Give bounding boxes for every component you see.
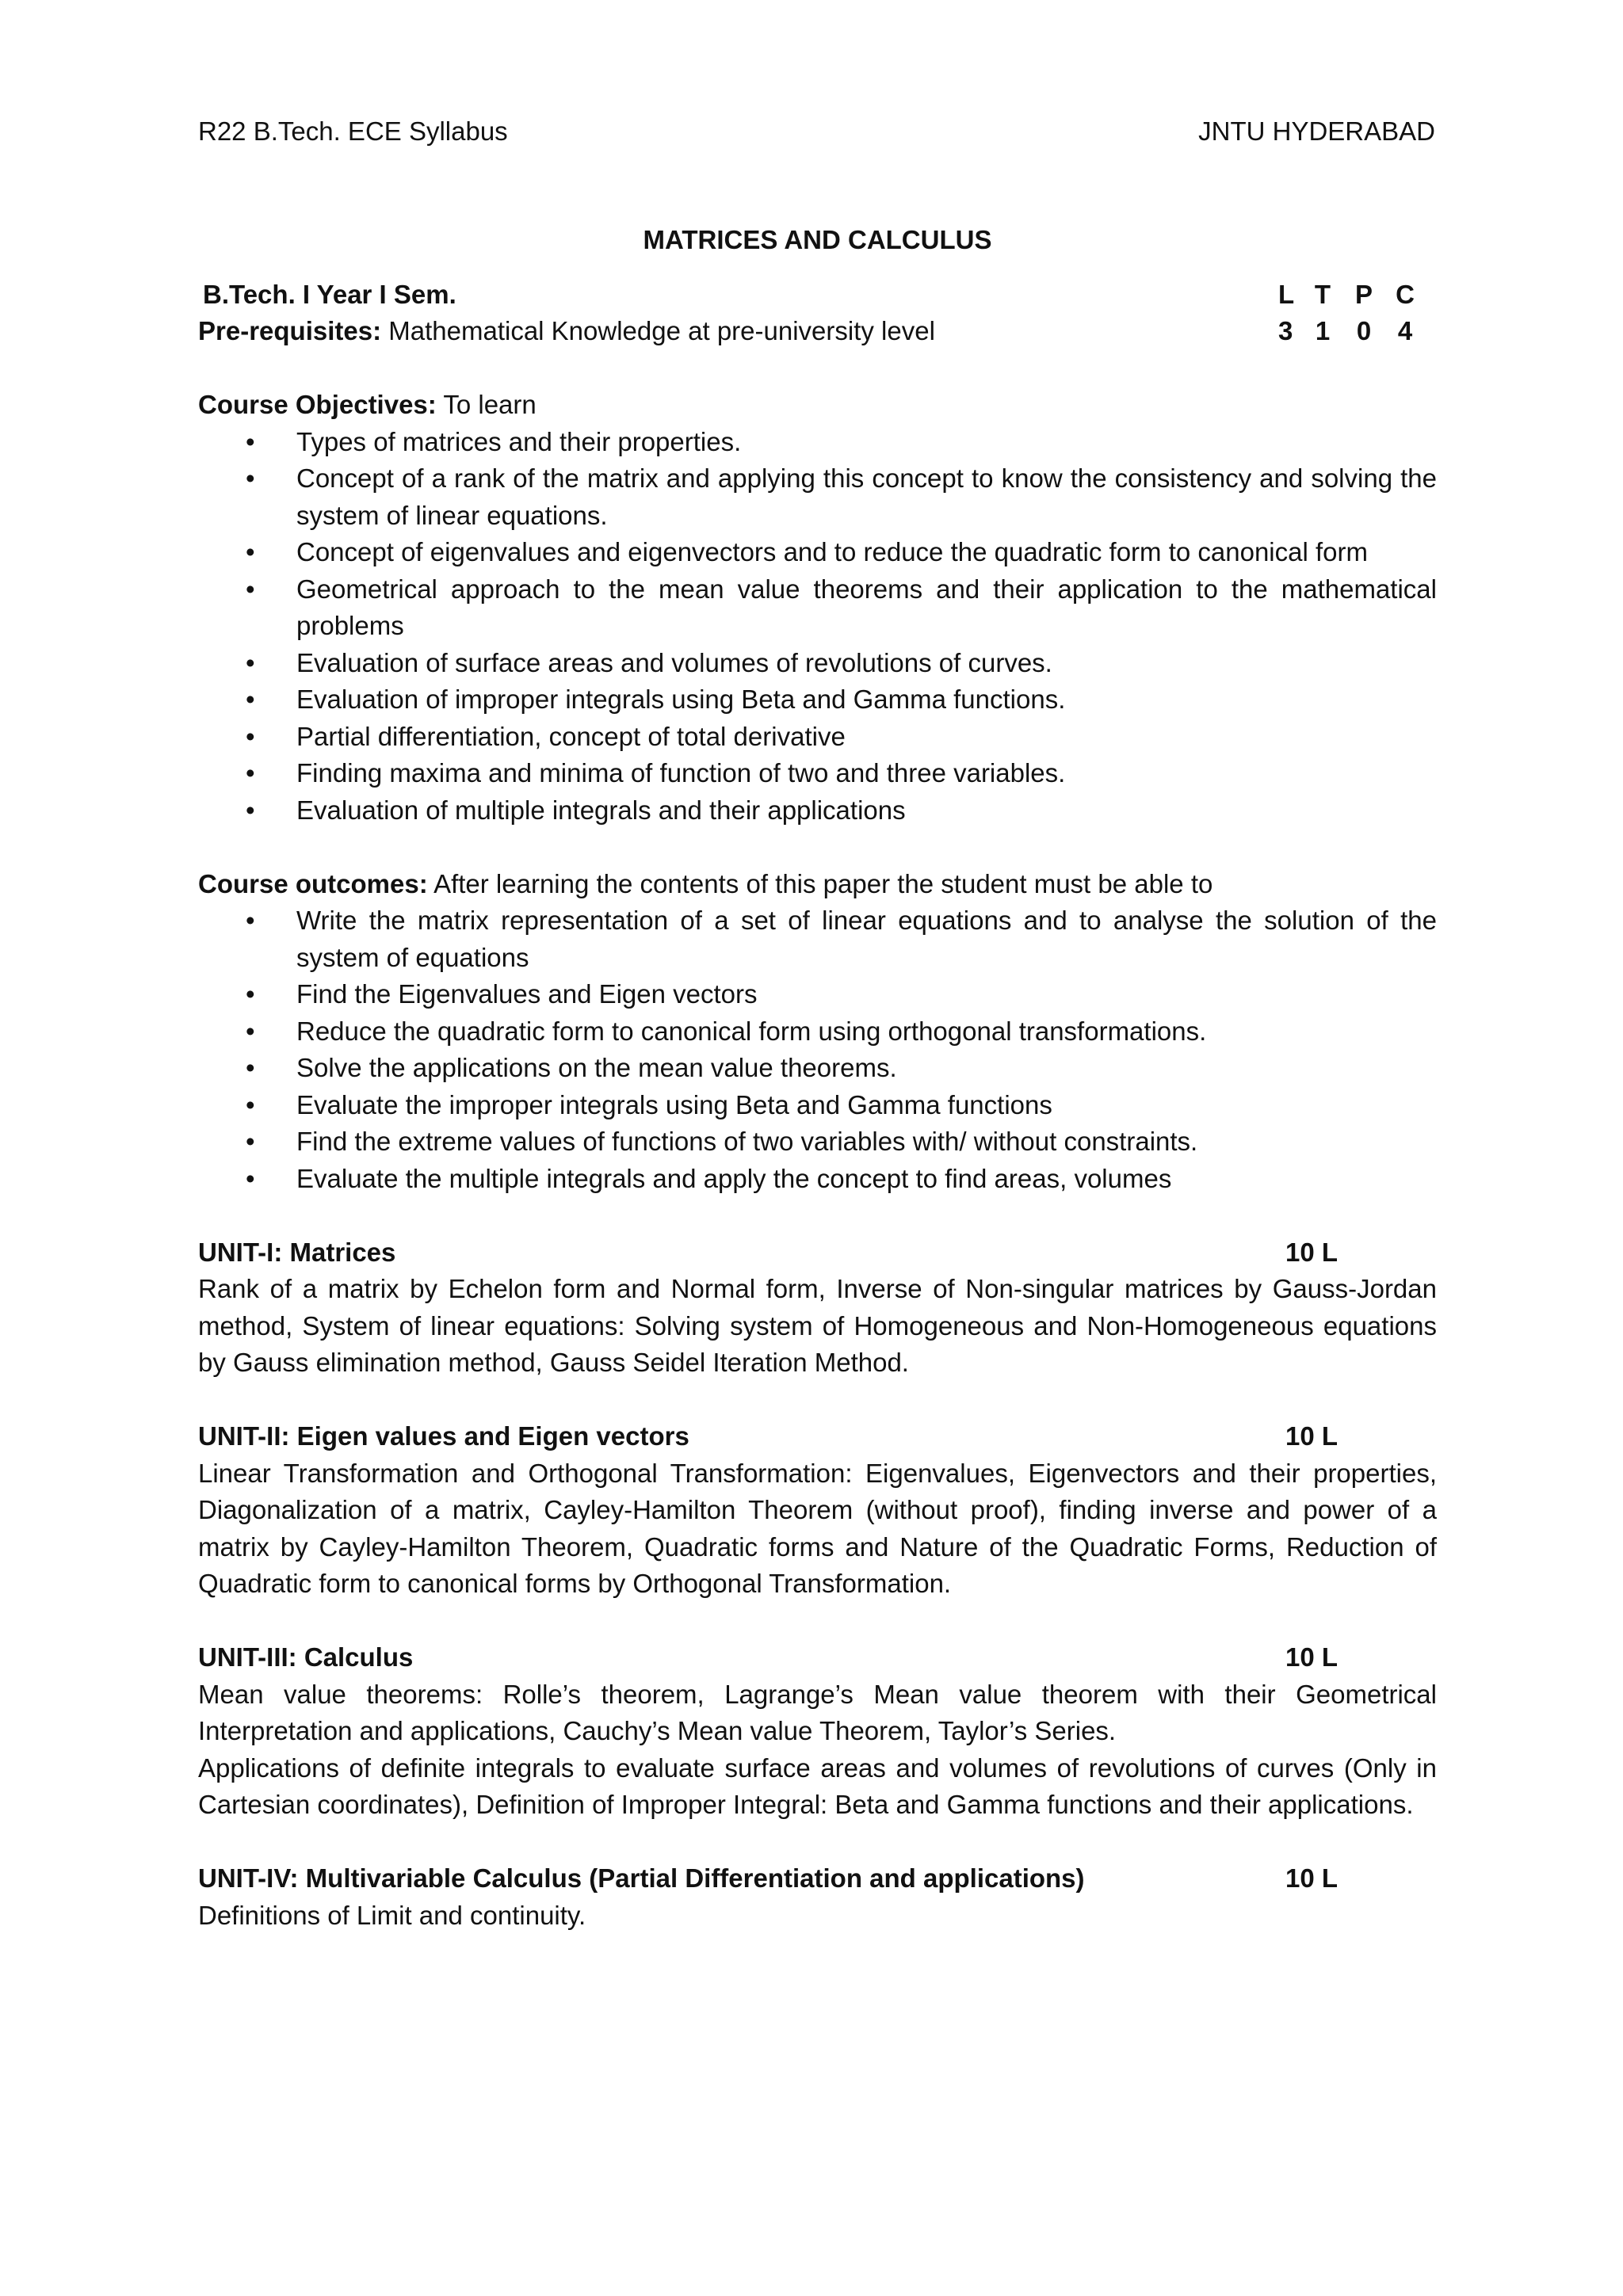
unit-1 xyxy=(198,1234,1437,1382)
unit-3-title: UNIT-III: Calculus xyxy=(198,1642,414,1672)
ltpc-label-p: P xyxy=(1354,279,1373,309)
outcome-item: • Find the extreme values of functions of two variables with/ without constraints. xyxy=(296,1123,1437,1161)
unit-3-content: Applications of definite integrals to evaluate surface areas and volumes of revolutions of curves (Only in Cartesian coordinates), Definition of Improper Integral: Beta and Gamma functions and their applications. xyxy=(198,1753,1437,1819)
outcome-item: • Evaluate the multiple integrals and apply the concept to find areas, volumes xyxy=(296,1161,1437,1198)
objectives-heading xyxy=(198,387,1437,424)
outcome-item: • Evaluate the improper integrals using Beta and Gamma functions xyxy=(296,1087,1437,1124)
course-title: MATRICES AND CALCULUS xyxy=(643,225,992,254)
outcome-item: • Solve the applications on the mean value theorems. xyxy=(296,1050,1437,1087)
header-left: R22 B.Tech. ECE Syllabus xyxy=(198,116,508,146)
unit-4-heading xyxy=(198,1860,1437,1897)
unit-4 xyxy=(198,1860,1437,1934)
semester-row xyxy=(198,277,1437,350)
unit-4-hours: 10 L xyxy=(1285,1863,1338,1893)
objectives-list xyxy=(198,424,1437,830)
unit-3-content: Mean value theorems: Rolle’s theorem, Lagrange’s Mean value theorem with their Geometrical Interpretation and applications, Cauchy’s Mean value Theorem, Taylor’s Series. xyxy=(198,1679,1437,1745)
course-objectives xyxy=(198,387,1437,829)
ltpc-value-c: 4 xyxy=(1397,316,1413,345)
unit-4-title: UNIT-IV: Multivariable Calculus (Partial Differentiation and applications) xyxy=(198,1863,1085,1893)
objective-item: • Evaluation of improper integrals using Beta and Gamma functions. xyxy=(296,681,1437,719)
prerequisites xyxy=(198,313,935,350)
ltpc-label-t: T xyxy=(1314,279,1331,309)
outcome-item: • Write the matrix representation of a set of linear equations and to analyse the solution of the system of equations xyxy=(296,902,1437,976)
header-right: JNTU HYDERABAD xyxy=(1198,116,1435,146)
ltpc-values xyxy=(1278,313,1426,350)
objective-item: • Evaluation of multiple integrals and their applications xyxy=(296,792,1437,830)
objective-item: • Geometrical approach to the mean value theorems and their application to the mathematical problems xyxy=(296,571,1437,645)
unit-2-content: Linear Transformation and Orthogonal Transformation: Eigenvalues, Eigenvectors and their properties, Diagonalization of a matrix, Cayley-Hamilton Theorem (without proof), finding inverse and power of a matrix by Cayley-Hamilton Theorem, Quadratic forms and Nature of the Quadratic Forms, Reduction of Quadratic form to canonical forms by Orthogonal Transformation. xyxy=(198,1458,1437,1598)
ltpc-value-t: 1 xyxy=(1315,316,1331,345)
semester-label: B.Tech. I Year I Sem. xyxy=(203,279,456,309)
outcome-item: • Reduce the quadratic form to canonical form using orthogonal transformations. xyxy=(296,1013,1437,1051)
unit-4-content: Definitions of Limit and continuity. xyxy=(198,1900,586,1930)
outcomes-label: Course outcomes: xyxy=(198,868,428,898)
unit-3 xyxy=(198,1639,1437,1824)
course-outcomes xyxy=(198,866,1437,1198)
ltpc-labels xyxy=(1278,277,1426,314)
outcomes-list xyxy=(198,902,1437,1197)
objective-item: • Partial differentiation, concept of total derivative xyxy=(296,719,1437,756)
ltpc-label-l: L xyxy=(1278,279,1295,309)
prerequisites-text: Mathematical Knowledge at pre-university level xyxy=(381,315,935,345)
objectives-intro: To learn xyxy=(436,390,537,419)
ltpc-table xyxy=(1278,277,1426,350)
unit-2-heading xyxy=(198,1418,1437,1455)
outcomes-heading xyxy=(198,866,1437,903)
objective-item: • Evaluation of surface areas and volumes of revolutions of curves. xyxy=(296,645,1437,682)
unit-1-title: UNIT-I: Matrices xyxy=(198,1237,396,1267)
objective-item: • Finding maxima and minima of function of two and three variables. xyxy=(296,755,1437,792)
unit-1-hours: 10 L xyxy=(1285,1237,1338,1267)
unit-1-content: Rank of a matrix by Echelon form and Normal form, Inverse of Non-singular matrices by Gauss-Jordan method, System of linear equations: Solving system of Homogeneous and Non-Homogeneous equations by Gauss elimination method, Gauss Seidel Iteration Method. xyxy=(198,1274,1437,1377)
unit-1-heading xyxy=(198,1234,1437,1272)
prerequisites-label: Pre-requisites: xyxy=(198,315,382,345)
unit-2-title: UNIT-II: Eigen values and Eigen vectors xyxy=(198,1421,689,1451)
ltpc-value-p: 0 xyxy=(1356,316,1372,345)
page-content xyxy=(198,222,1437,1934)
unit-3-heading xyxy=(198,1639,1437,1676)
objectives-label: Course Objectives: xyxy=(198,390,437,419)
objective-item: • Concept of a rank of the matrix and applying this concept to know the consistency and solving the system of linear equations. xyxy=(296,460,1437,534)
objective-item: • Concept of eigenvalues and eigenvectors and to reduce the quadratic form to canonical form xyxy=(296,534,1437,571)
ltpc-label-c: C xyxy=(1396,279,1415,309)
outcome-item: • Find the Eigenvalues and Eigen vectors xyxy=(296,976,1437,1013)
unit-3-hours: 10 L xyxy=(1285,1642,1338,1672)
unit-2-hours: 10 L xyxy=(1285,1421,1338,1451)
objective-item: • Types of matrices and their properties. xyxy=(296,424,1437,461)
outcomes-intro: After learning the contents of this paper the student must be able to xyxy=(427,868,1213,898)
ltpc-value-l: 3 xyxy=(1278,316,1293,345)
unit-2 xyxy=(198,1418,1437,1603)
